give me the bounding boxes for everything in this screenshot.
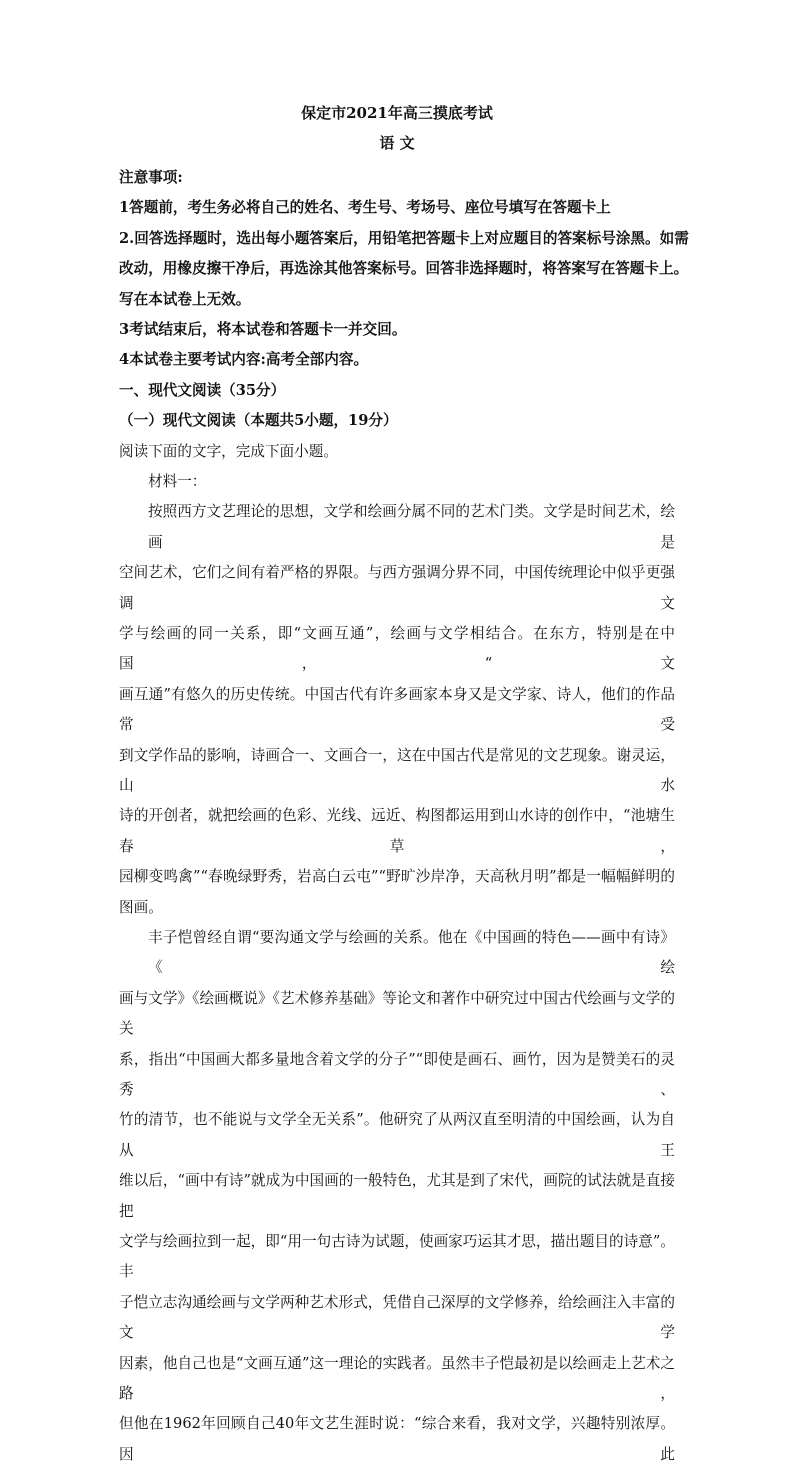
notice-line: 改动，用橡皮擦干净后，再选涂其他答案标号。回答非选择题时，将答案写在答题卡上。 xyxy=(119,260,689,278)
reading-instruction: 阅读下面的文字，完成下面小题。 xyxy=(119,442,338,460)
notice-line: 写在本试卷上无效。 xyxy=(119,290,251,308)
passage-line: 维以后，“画中有诗”就成为中国画的一般特色，尤其是到了宋代，画院的试法就是直接把 xyxy=(119,1172,675,1220)
passage-line: 到文学作品的影响，诗画合一、文画合一，这在中国古代是常见的文艺现象。谢灵运，山水 xyxy=(119,746,675,794)
notice-block xyxy=(119,163,689,376)
passage-line: 学与绘画的同一关系，即“文画互通”，绘画与文学相结合。在东方，特别是在中国，“文 xyxy=(119,624,675,673)
passage-line: 因素，他自己也是“文画互通”这一理论的实践者。虽然丰子恺最初是以绘画走上艺术之路， xyxy=(119,1354,675,1403)
passage-line: 子恺立志沟通绘画与文学两种艺术形式，凭借自己深厚的文学修养，给绘画注入丰富的文学 xyxy=(119,1293,675,1342)
passage-line: 画互通”有悠久的历史传统。中国古代有许多画家本身又是文学家、诗人，他们的作品常受 xyxy=(119,685,675,734)
notice-line: 4本试卷主要考试内容:高考全部内容。 xyxy=(119,351,369,369)
notice-line: 3考试结束后，将本试卷和答题卡一并交回。 xyxy=(119,320,407,338)
passage-line: 但他在1962年回顾自己40年文艺生涯时说：“综合来看，我对文学，兴趣特别浓厚。因此 xyxy=(119,1415,675,1463)
passage-line: 按照西方文艺理论的思想，文学和绘画分属不同的艺术门类。文学是时间艺术，绘画是 xyxy=(148,503,675,551)
notice-line: 1答题前，考生务必将自己的姓名、考生号、考场号、座位号填写在答题卡上 xyxy=(119,199,611,217)
passage-line: 竹的清节，也不能说与文学全无关系”。他研究了从两汉直至明清的中国绘画，认为自从王 xyxy=(119,1111,675,1159)
notice-line: 2.回答选择题时，选出每小题答案后，用铅笔把答题卡上对应题目的答案标号涂黑。如需 xyxy=(119,229,689,247)
passage-line: 丰子恺曾经自谓“要沟通文学与绘画的关系。他在《中国画的特色——画中有诗》《绘 xyxy=(148,928,675,977)
notice-heading: 注意事项: xyxy=(119,169,183,186)
subject-title: 语 文 xyxy=(379,134,415,152)
passage-line: 文学与绘画拉到一起，即“用一句古诗为试题，使画家巧运其才思，描出题目的诗意”。丰 xyxy=(119,1233,675,1281)
exam-title: 保定市2021年高三摸底考试 xyxy=(301,104,493,122)
passage-paragraph-2 xyxy=(119,923,675,1470)
passage-line: 空间艺术，它们之间有着严格的界限。与西方强调分界不同，中国传统理论中似乎更强调文 xyxy=(119,564,675,612)
passage-paragraph-1 xyxy=(119,497,675,923)
document-body xyxy=(119,163,689,1470)
passage-line: 诗的开创者，就把绘画的色彩、光线、远近、构图都运用到山水诗的创作中，“池塘生春草， xyxy=(119,807,675,855)
passage-line: 图画。 xyxy=(119,898,163,916)
section-header xyxy=(119,376,675,498)
section-subheading: （一）现代文阅读（本题共5小题，19分） xyxy=(119,412,398,430)
material-label: 材料一： xyxy=(148,472,207,490)
passage-line: 园柳变鸣禽”“春晚绿野秀，岩高白云屯”“野旷沙岸净，天高秋月明”都是一幅幅鲜明的 xyxy=(119,868,675,886)
passage-line: 系，指出“中国画大都多量地含着文学的分子”“即使是画石、画竹，因为是赞美石的灵秀、 xyxy=(119,1050,675,1098)
section-heading: 一、现代文阅读（35分） xyxy=(119,381,286,399)
passage-line: 画与文学》《绘画概说》《艺术修养基础》等论文和著作中研究过中国古代绘画与文学的关 xyxy=(119,989,675,1038)
